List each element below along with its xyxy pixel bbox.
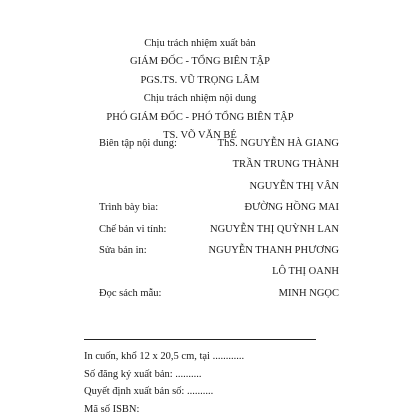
credit-name: MINH NGỌC bbox=[278, 287, 339, 299]
credit-name: ĐƯỜNG HỒNG MAI bbox=[244, 202, 339, 214]
credit-row-typesetting bbox=[99, 223, 339, 244]
credit-name: NGUYỄN THỊ QUỲNH LAN bbox=[210, 223, 339, 235]
print-format-line: In cuốn, khổ 12 x 20,5 cm, tại ............ bbox=[84, 351, 245, 362]
credit-row-sample-reading bbox=[99, 287, 339, 308]
credit-name: NGUYỄN THANH PHƯƠNG bbox=[208, 244, 339, 256]
content-responsibility-label: Chịu trách nhiệm nội dung bbox=[143, 93, 257, 105]
credit-row-proofreading bbox=[99, 244, 339, 265]
registration-number-line: Số đăng ký xuất bản: .......... bbox=[84, 368, 202, 380]
credit-row-content-editor-3 bbox=[99, 180, 339, 201]
isbn-line: Mã số ISBN: bbox=[84, 403, 140, 415]
credit-row-content-editor bbox=[99, 137, 339, 158]
credit-label: Trình bày bìa: bbox=[99, 202, 159, 214]
deputy-director-name: TS. VÕ VĂN BÉ bbox=[163, 130, 237, 142]
publisher-responsibility-block bbox=[0, 35, 400, 145]
credit-name: NGUYỄN THỊ VÂN bbox=[249, 180, 339, 192]
credit-name: LÔ THỊ OANH bbox=[272, 266, 339, 278]
credit-label: Chế bản vi tính: bbox=[99, 223, 167, 235]
credit-row-cover-design bbox=[99, 201, 339, 222]
credit-row-proofreading-2 bbox=[99, 265, 339, 286]
publishing-decision-line: Quyết định xuất bản số: .......... bbox=[84, 386, 214, 398]
credit-label: Đọc sách mẫu: bbox=[99, 287, 162, 299]
credit-row-content-editor-2 bbox=[99, 158, 339, 179]
divider-rule bbox=[84, 339, 316, 340]
printing-info-block bbox=[84, 348, 324, 418]
credit-label: Biên tập nội dung: bbox=[99, 138, 177, 149]
director-title: GIÁM ĐỐC - TỔNG BIÊN TẬP bbox=[130, 56, 270, 68]
credits-list bbox=[99, 137, 339, 308]
deputy-director-title: PHÓ GIÁM ĐỐC - PHÓ TỔNG BIÊN TẬP bbox=[106, 111, 294, 123]
credit-name: TRẦN TRUNG THÀNH bbox=[232, 159, 339, 171]
publishing-responsibility-label: Chịu trách nhiệm xuất bản bbox=[144, 38, 256, 49]
credit-label: Sửa bản in: bbox=[99, 244, 147, 256]
credit-name: ThS. NGUYỄN HÀ GIANG bbox=[217, 138, 339, 149]
director-name: PGS.TS. VŨ TRỌNG LÂM bbox=[140, 74, 260, 86]
